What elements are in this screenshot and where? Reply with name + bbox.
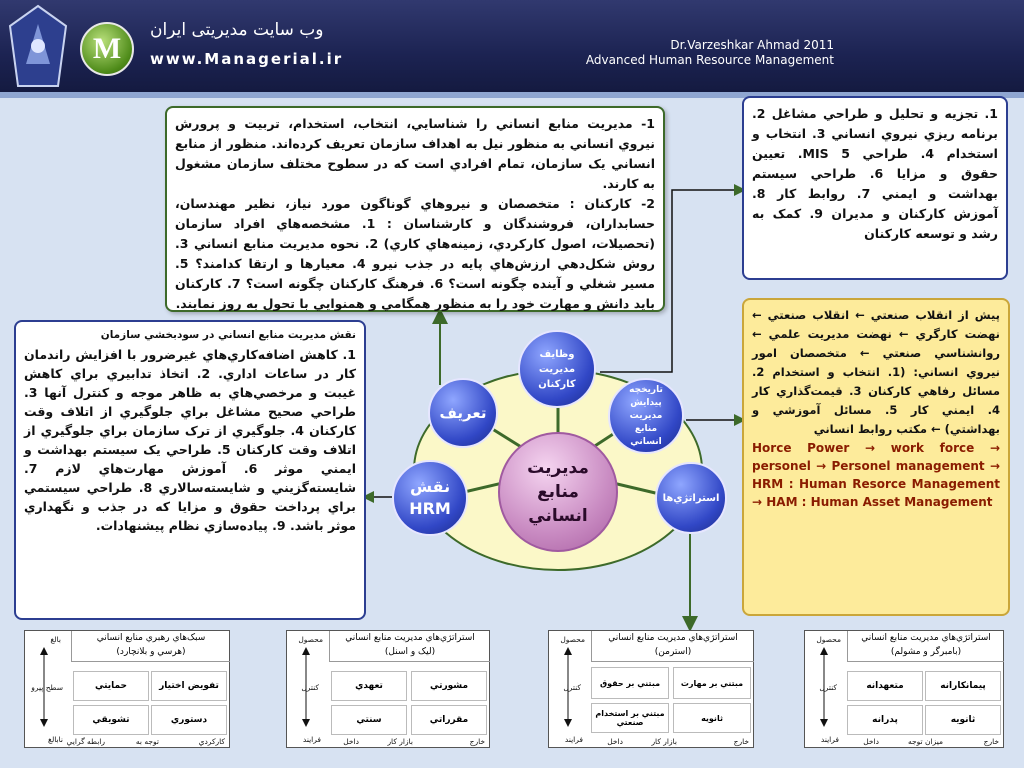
strategy-bottom-label: ميزان توجه (907, 737, 943, 746)
role-box (14, 320, 366, 620)
strategy-side-bottom: فرايند (564, 735, 583, 744)
duties-node-label: وظايف مديريت کارکنان (538, 348, 576, 390)
definition-node[interactable] (428, 378, 498, 448)
strategy-side-bottom: فرايند (302, 735, 321, 744)
vertical-arrow-icon (39, 647, 49, 727)
strategy-subtitle-text: (ليک و اسنل) (384, 647, 436, 657)
strategy-cell: پدرانه (847, 705, 923, 735)
strategy-title (591, 631, 754, 662)
strategy-cell: دستوري (151, 705, 227, 735)
duties-box (742, 96, 1008, 280)
strategy-title (71, 631, 230, 662)
strategy-cell: پيمانکارانه (925, 671, 1001, 701)
strategy-cell: مبتني بر حقوق (591, 667, 669, 699)
strategy-cell: ثانويه (925, 705, 1001, 735)
history-english: Horce Power → work force → personel → Personel management → HRM : Human Resorce Management → HAM : Human Asset Management (752, 441, 1000, 509)
strategy-cell: تشويقي (73, 705, 149, 735)
staff-paragraph: 2- کارکنان : متخصصان و نيروهاي گوناگون مورد نياز، نظير مهندسان، حسابداران، فروشندگان و کارشناسان : 1. مشخصه‌هاي افراد سازمان (تحصيلات، اصول کارکردي، زمينه‌هاي کاري) 2. نحوه مديريت منابع انساني 3. روش شکل‌دهي ارزش‌هاي پايه در جذب نيرو 4. معيارها و ارتقا کدامند؟ 5. مسير شغلي و آينده چگونه است؟ 6. فرهنگ کارکنان چگونه است؟ 7. کارکنان بايد دانش و مهارت خود را به منظور همگامي و همنوايي با تحول به روز نمايند. (175, 196, 655, 311)
strategy-title-text: استراتژي‌هاي مديريت منابع انساني (608, 633, 738, 643)
strategy-subtitle-text: (هرسي و بلانچارد) (116, 647, 186, 657)
strategy-side-top: محصول (816, 635, 841, 644)
strategy-subtitle-text: (بامبرگر و مشولم) (890, 647, 962, 657)
role-node-label-fa: نقش (409, 477, 451, 496)
strategy-cell: تفويض اختيار (151, 671, 227, 701)
strategy-bottom-label: خارج (733, 737, 749, 746)
strategy-bottom-label: رابطه گرايي (66, 737, 105, 746)
definition-box (165, 106, 665, 312)
strategy-title (847, 631, 1004, 662)
site-title: وب سایت مدیریتی ایران (150, 20, 324, 40)
role-list: 1. کاهش اضافه‌کاري‌هاي غيرضرور با افزايش راندمان کار در ساعات اداري. 2. اتخاذ تدابيري براي کاهش غيبت و مرخصي‌هاي به ظاهر موجه و کنترل آنها 3. طراحي صحيح مشاغل براي جلوگيري از اتلاف وقت کارکنان 4. جلوگيري از ترک سازمان براي جلوگيري از اتلاف وقت کارکنان 5. طراحي يک سيستم بهداشت و ايمني موثر 6. آموزش مهارت‌هاي لازم 7. شايسته‌گزيني و شايسته‌سالاري 8. طراحي سيستمي براي پرداخت حقوق و مزايا که در جذب و نگهداري موثر باشد. 9. پياده‌سازي نظام پيشنهادات. (24, 347, 357, 533)
vertical-arrow-icon (819, 647, 829, 727)
strategy-side-mid: کنترل (563, 683, 581, 692)
managerial-logo-icon: M (80, 22, 134, 76)
definition-paragraph: 1- مديريت منابع انساني را شناسايي، انتخاب، استخدام، تربيت و پرورش نيروي انساني به منظور نيل به اهداف سازمان تعريف کرده‌اند. منظور از منابع انساني يک سازمان، تمام افرادي است که در سطوح مختلف سازمان مشغول به کارند. (175, 116, 655, 191)
vertical-arrow-icon (301, 647, 311, 727)
strategy-cell: مبتني بر مهارت (673, 667, 751, 699)
duties-node[interactable] (518, 330, 596, 408)
definition-node-label: تعريف (439, 404, 487, 422)
strategy-table-storey (548, 630, 754, 748)
strategy-cell: سنتي (331, 705, 407, 735)
duties-list: 1. تجزيه و تحليل و طراحي مشاغل 2. برنامه ريزي نيروي انساني 3. انتخاب و استخدام 4. طراحي MIS 5. تعيين حقوق و مزايا 6. طراحي سيستم بهداشت و ايمني 7. روابط کار 8. آموزش کارکنان و مديران 9. کمک به رشد و توسعه کارکنان (752, 106, 998, 241)
history-node-label: تاريخچه پيدايش مديريت منابع انساني (629, 384, 663, 447)
strategy-cell: تعهدي (331, 671, 407, 701)
strategy-side-top: بالغ (50, 635, 61, 644)
strategy-bottom-label: بازار کار (651, 737, 677, 746)
history-box (742, 298, 1010, 616)
hrm-center-node[interactable] (498, 432, 618, 552)
strategy-bottom-label: کارکردي (198, 737, 225, 746)
strategy-side-bottom: نابالغ (47, 735, 63, 744)
strategy-side-bottom: فرايند (820, 735, 839, 744)
strategy-bottom-label: بازار کار (387, 737, 413, 746)
strategy-side-mid: کنترل (819, 683, 837, 692)
header-banner (0, 0, 1024, 92)
strategy-cell: حمايتي (73, 671, 149, 701)
strategy-bottom-label: داخل (607, 737, 623, 746)
strategy-table-legge (286, 630, 490, 748)
strategy-side-top: محصول (298, 635, 323, 644)
role-node[interactable] (392, 460, 468, 536)
strategy-bottom-label: داخل (863, 737, 879, 746)
strategy-title-text: سبک‌هاي رهبري منابع انساني (96, 633, 206, 643)
strategy-title-text: استراتژي‌هاي مديريت منابع انساني (861, 633, 991, 643)
strategy-cell: مقرراتي (411, 705, 487, 735)
strategy-subtitle-text: (استرمن) (654, 647, 692, 657)
strategy-cell: مبتني بر استخدام صنعتي (591, 703, 669, 733)
strategy-table-hersey (24, 630, 230, 748)
author-line: Dr.Varzeshkar Ahmad 2011 (670, 38, 834, 52)
strategy-side-mid: کنترل (301, 683, 319, 692)
strategy-cell: ثانويه (673, 703, 751, 733)
role-caption: نقش مديريت منابع انساني در سودبخشي سازمان (100, 329, 356, 341)
strategy-bottom-label: توجه به (135, 737, 159, 746)
strategy-table-bamberger (804, 630, 1004, 748)
strategy-bottom-label: داخل (343, 737, 359, 746)
strategy-bottom-label: خارج (469, 737, 485, 746)
hrm-diagram (370, 320, 736, 620)
university-emblem-icon (8, 4, 68, 88)
strategies-node-label: استراتژي‌ها (662, 492, 720, 504)
strategy-bottom-label: خارج (983, 737, 999, 746)
strategy-cell: متعهدانه (847, 671, 923, 701)
history-node[interactable] (608, 378, 684, 454)
hrm-center-label: مديريت منابع انساني (527, 458, 589, 526)
strategy-cell: مشورتي (411, 671, 487, 701)
course-title: Advanced Human Resource Management (585, 53, 834, 67)
strategy-side-top: محصول (560, 635, 585, 644)
history-persian: پيش از انقلاب صنعتي ← انقلاب صنعتي ← نهضت کارگري ← نهضت مديريت علمي ← روانشناسي صنعتي ← متخصصان امور نيروي انساني: (1. انتخاب و استخدام 2. مسائل رفاهي کارکنان 3. قيمت‌گذاري کار 4. ايمني کار 5. مسائل آموزشي و بهداشتي) ← مکتب روابط انساني (752, 308, 1001, 436)
strategy-title-text: استراتژي‌هاي مديريت منابع انساني (345, 633, 475, 643)
strategy-side-mid: سطح پيرو (31, 683, 63, 692)
strategies-node[interactable] (655, 462, 727, 534)
vertical-arrow-icon (563, 647, 573, 727)
strategy-title (329, 631, 490, 662)
site-url[interactable]: www.Managerial.ir (150, 50, 344, 68)
role-node-label-en: HRM (409, 499, 451, 518)
